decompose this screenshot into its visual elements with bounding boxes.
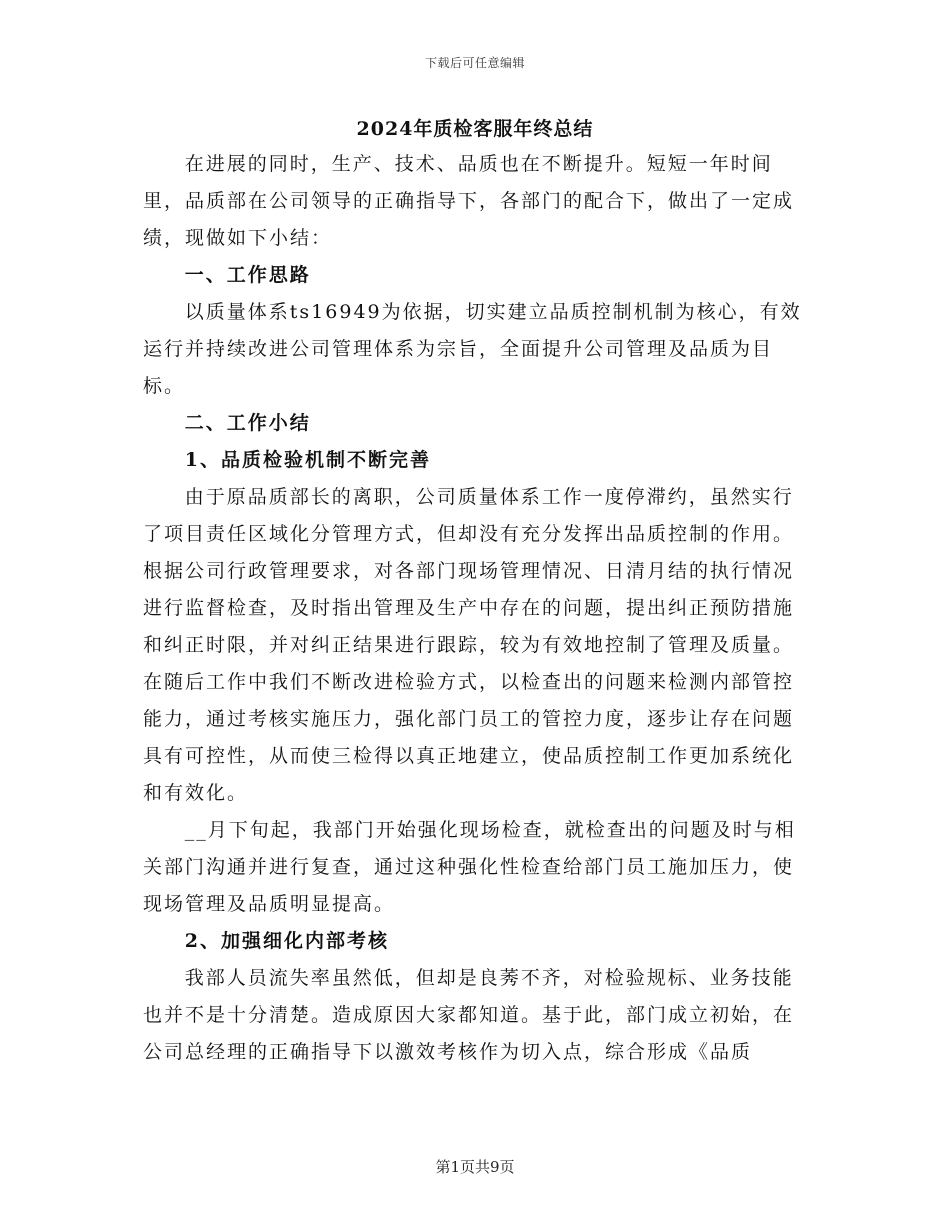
- subsection-heading-inspection-mechanism: 1、品质检验机制不断完善: [184, 449, 432, 471]
- document-title: 2024年质检客服年终总结: [356, 118, 594, 140]
- header-note: 下载后可任意编辑: [424, 56, 525, 70]
- paragraph-intro: 在进展的同时，生产、技术、品质也在不断提升。短短一年时间里，品质部在公司领导的正确指导下，各部门的配合下，做出了一定成绩，现做如下小结：: [143, 153, 795, 249]
- document-body: [143, 146, 803, 1071]
- paragraph-inspection-mechanism: 由于原品质部长的离职，公司质量体系工作一度停滞约，虽然实行了项目责任区域化分管理方式，但却没有充分发挥出品质控制的作用。根据公司行政管理要求，对各部门现场管理情况、日清月结的执行情况进行监督检查，及时指出管理及生产中存在的问题，提出纠正预防措施和纠正时限，并对纠正结果进行跟踪，较为有效地控制了管理及质量。在随后工作中我们不断改进检验方式，以检查出的问题来检测内部管控能力，通过考核实施压力，强化部门员工的管控力度，逐步让存在问题具有可控性，从而使三检得以真正地建立，使品质控制工作更加系统化和有效化。: [143, 486, 795, 804]
- paragraph-site-inspection: __月下旬起，我部门开始强化现场检查，就检查出的问题及时与相关部门沟通并进行复查，通过这种强化性检查给部门员工施加压力，使现场管理及品质明显提高。: [143, 819, 796, 915]
- page-number-footer: 第1页共9页: [435, 1158, 515, 1176]
- subsection-heading-internal-assessment: 2、加强细化内部考核: [184, 930, 390, 952]
- paragraph-work-approach: 以质量体系ts16949为依据，切实建立品质控制机制为核心，有效运行并持续改进公司管理体系为宗旨，全面提升公司管理及品质为目标。: [143, 301, 802, 397]
- section-heading-work-summary: 二、工作小结: [184, 412, 311, 434]
- paragraph-internal-assessment: 我部人员流失率虽然低，但却是良莠不齐，对检验规标、业务技能也并不是十分清楚。造成原因大家都知道。基于此，部门成立初始，在公司总经理的正确指导下以激效考核作为切入点，综合形成《品质: [143, 967, 795, 1063]
- section-heading-work-approach: 一、工作思路: [184, 264, 311, 286]
